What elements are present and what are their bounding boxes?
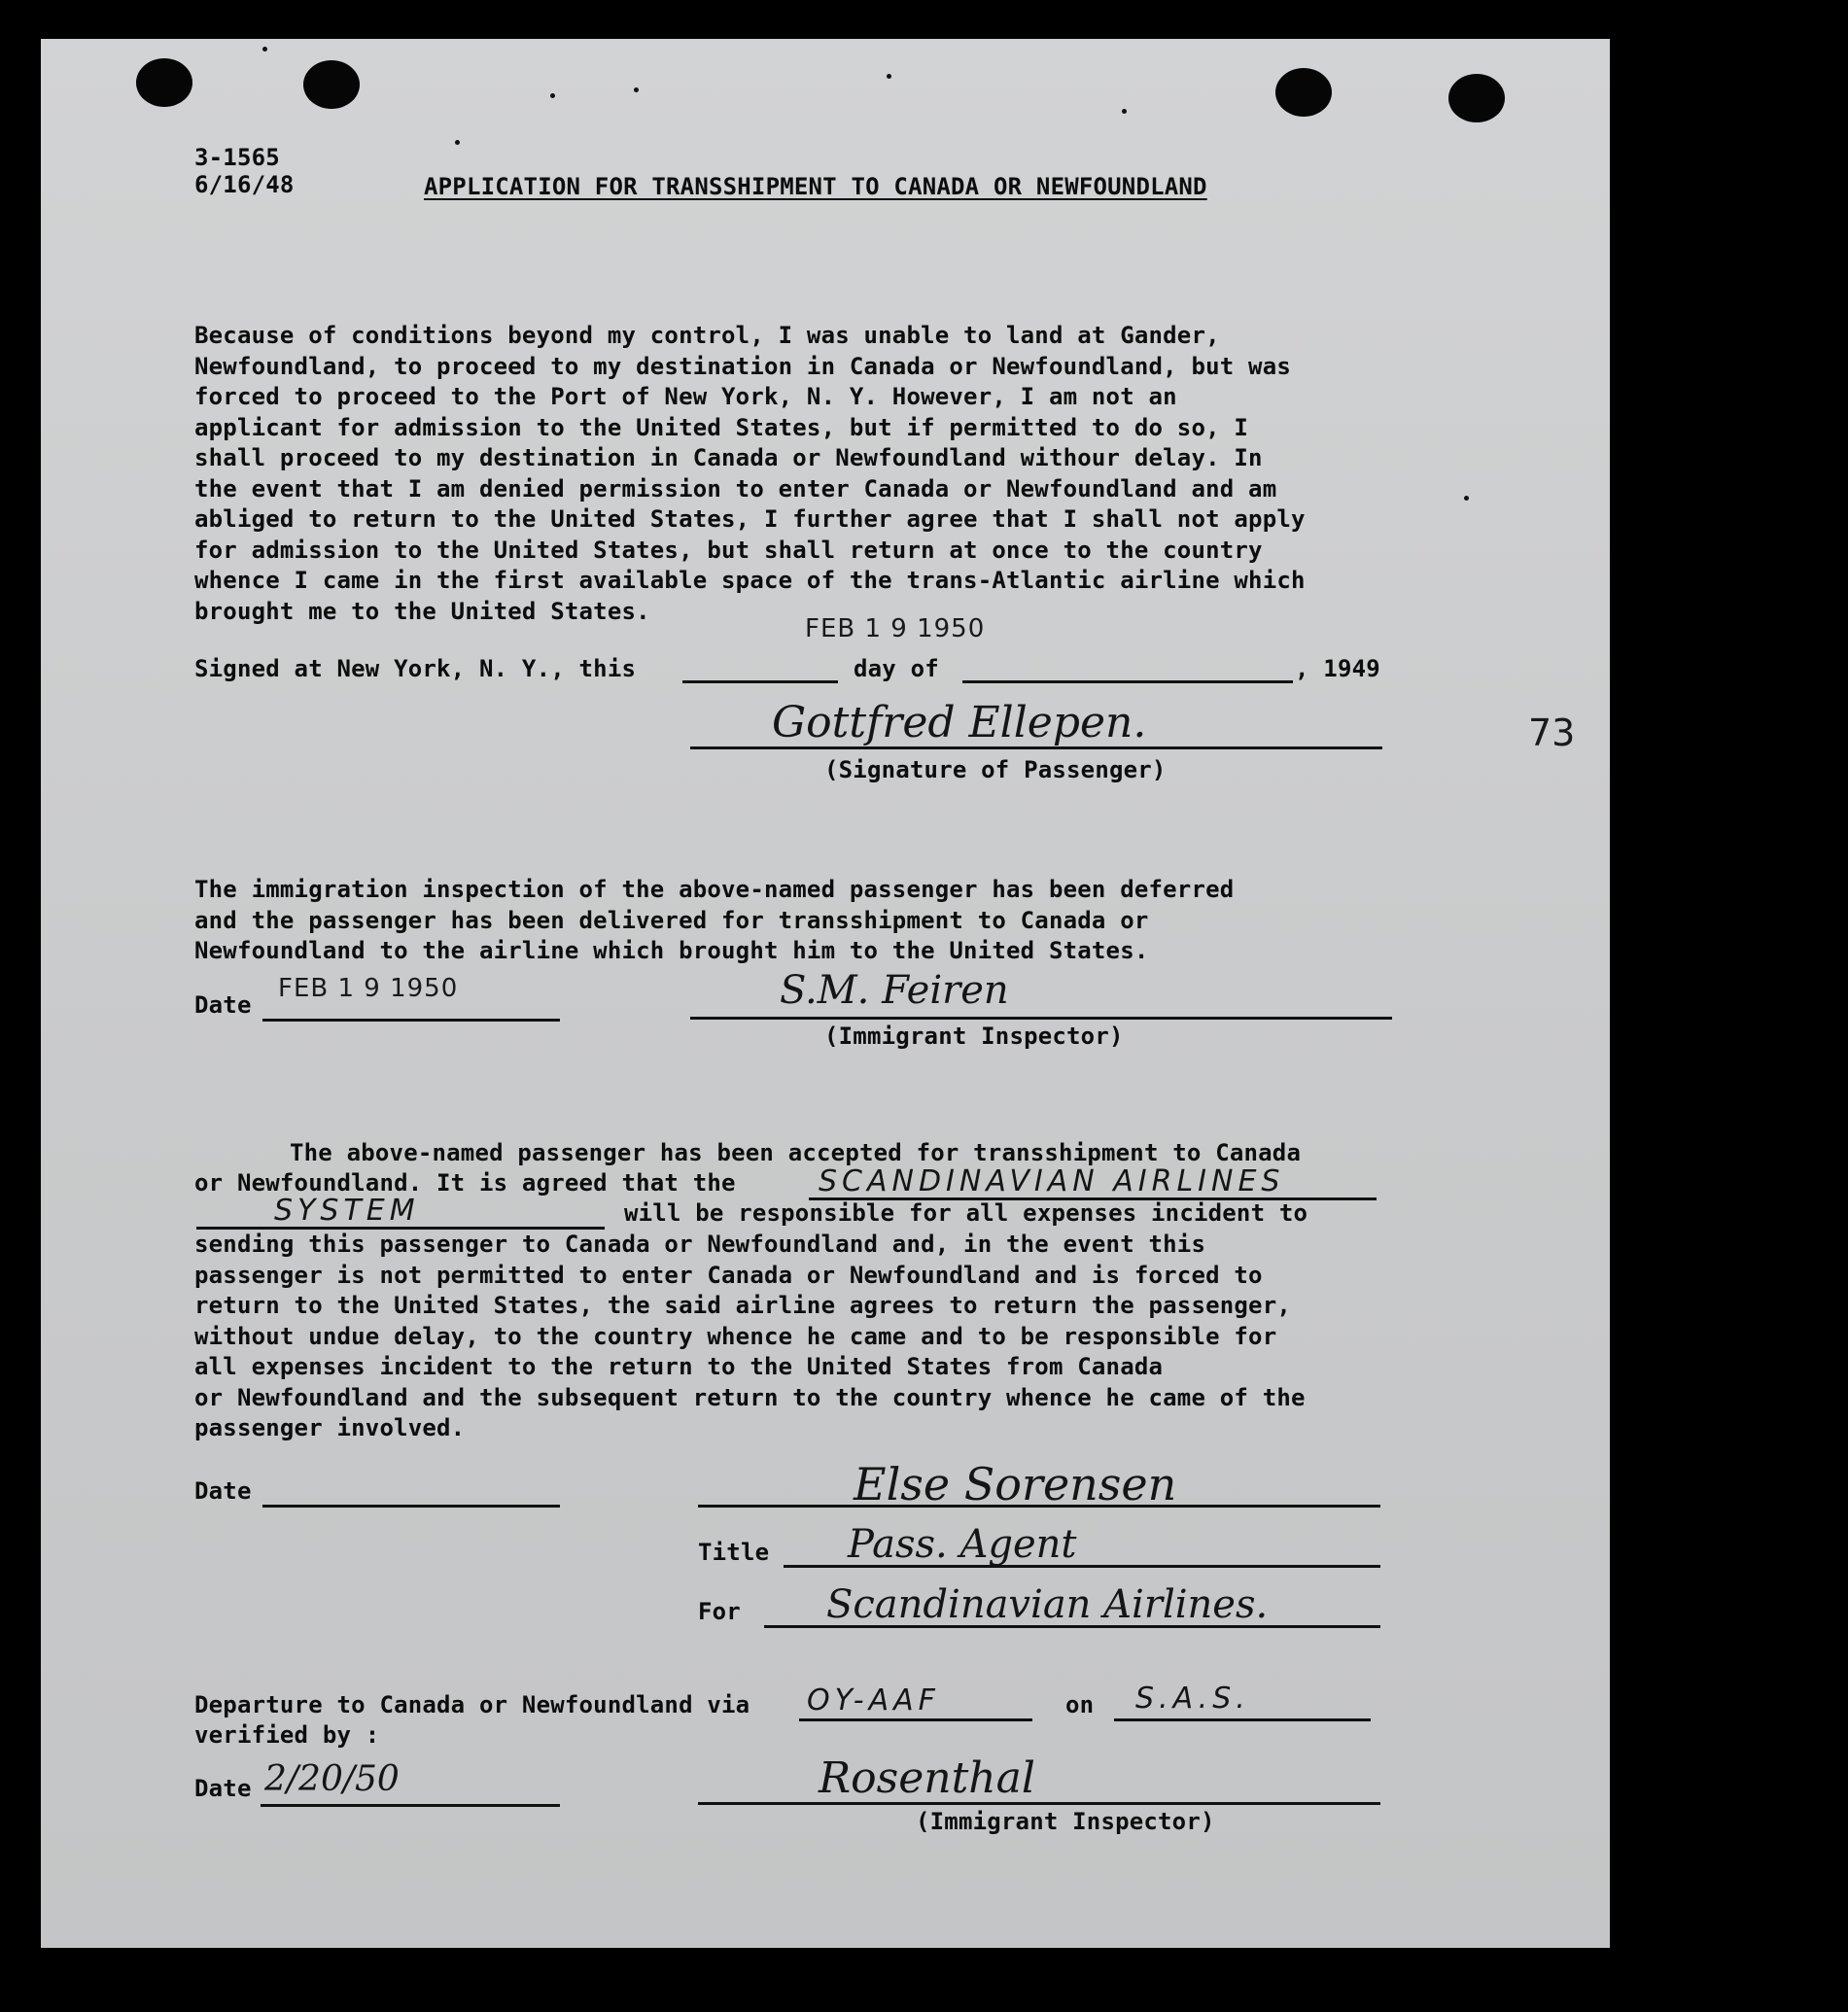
on-value: S.A.S. [1135, 1682, 1250, 1716]
on-line [1114, 1718, 1371, 1721]
title-label: Title [698, 1539, 770, 1566]
inspection-date-line [262, 1019, 560, 1022]
day-blank-line [682, 680, 838, 683]
day-of-label: day of [854, 655, 939, 682]
page-number: 73 [1528, 711, 1576, 754]
form-sheet [41, 39, 1610, 1948]
speck [887, 74, 891, 79]
punch-hole [1448, 74, 1505, 122]
inspection-date-stamp: FEB 1 9 1950 [278, 974, 459, 1003]
airline-text-line1: The above-named passenger has been accepted for transshipment to Canada [290, 1139, 1302, 1166]
departure-via-value: OY-AAF [807, 1683, 940, 1717]
airline-name-line1: SCANDINAVIAN AIRLINES [819, 1164, 1285, 1198]
passenger-signature: Gottfred Ellepen. [772, 698, 1147, 747]
airline-agreement-text: sending this passenger to Canada or Newfoundland and, in the event this passenger is not permitted to enter Canada or Newfoundland and is forced to return to the United States, the said airline agrees to return the passenger, without undue delay, to the country whence he came and to be responsible for all expenses incident to the return to the United States from Canada or Newfoundland and the subsequent return to the country whence he came of the passenger involved. [194, 1231, 1306, 1441]
departure-label: Departure to Canada or Newfoundland via [194, 1691, 750, 1718]
date-stamp: FEB 1 9 1950 [805, 614, 986, 643]
year-label: , 1949 [1295, 655, 1380, 682]
speck [634, 87, 639, 92]
agent-signature: Else Sorensen [854, 1458, 1177, 1510]
form-date: 6/16/48 [194, 171, 295, 198]
inspection-text: The immigration inspection of the above-named passenger has been deferred and the passenger has been delivered for transshipment to Canada or Newfoundland to the airline which brought him to the United States. [194, 876, 1235, 964]
speck [455, 140, 460, 145]
passenger-statement-text: Because of conditions beyond my control, I was unable to land at Gander, Newfoundland, to proceed to my destination in Canada or Newfoundland, but was forced to proceed to the Port of New York, N. Y. However, I am not an applicant for admission to the United States, but if permitted to do so, I shall proceed to my destination in Canada or Newfoundland withour delay. In the event that I am denied permission to enter Canada or Newfoundland and am abliged to return to the United States, I further agree that I shall not apply for admission to the United States, but shall return at once to the country whence I came in the first available space of the trans-Atlantic airline which brought me to the United States. [194, 322, 1306, 625]
verifying-inspector-line [698, 1802, 1380, 1805]
for-value: Scandinavian Airlines. [826, 1582, 1269, 1627]
on-label: on [1065, 1691, 1095, 1718]
for-label: For [698, 1598, 741, 1625]
passenger-signature-caption: (Signature of Passenger) [824, 756, 1167, 783]
airline-date-label: Date [194, 1477, 252, 1505]
speck [1464, 496, 1469, 501]
departure-date-label: Date [194, 1775, 252, 1802]
airline-date-line [262, 1505, 560, 1508]
speck [1122, 109, 1127, 114]
punch-hole [1275, 68, 1332, 117]
verifying-inspector-caption: (Immigrant Inspector) [916, 1808, 1215, 1835]
punch-hole [303, 60, 360, 109]
for-line [764, 1625, 1380, 1628]
agent-signature-line [698, 1505, 1380, 1508]
passenger-signature-line [690, 746, 1382, 749]
airline-text-line3: will be responsible for all expenses incident to [624, 1199, 1308, 1227]
departure-via-line [799, 1718, 1032, 1721]
inspection-date-label: Date [194, 991, 252, 1019]
form-number-block [194, 144, 295, 198]
inspector-caption: (Immigrant Inspector) [824, 1023, 1124, 1050]
airline-name-line2: SYSTEM [274, 1194, 420, 1228]
verified-by-label: verified by : [194, 1721, 380, 1749]
signed-at-label: Signed at New York, N. Y., this [194, 655, 637, 682]
month-blank-line [962, 680, 1293, 683]
speck [550, 93, 555, 98]
title-value: Pass. Agent [848, 1522, 1077, 1567]
airline-text-line2: or Newfoundland. It is agreed that the [194, 1169, 736, 1197]
form-number: 3-1565 [194, 144, 280, 171]
title-line [784, 1565, 1380, 1568]
inspector-signature-line [690, 1017, 1392, 1020]
departure-date-value: 2/20/50 [264, 1759, 400, 1799]
inspector-signature: S.M. Feiren [780, 968, 1009, 1013]
verifying-inspector-signature: Rosenthal [819, 1753, 1035, 1803]
punch-hole [136, 58, 192, 107]
speck [262, 47, 267, 52]
document-title: APPLICATION FOR TRANSSHIPMENT TO CANADA OR NEWFOUNDLAND [424, 173, 1207, 200]
departure-date-line [261, 1804, 560, 1807]
